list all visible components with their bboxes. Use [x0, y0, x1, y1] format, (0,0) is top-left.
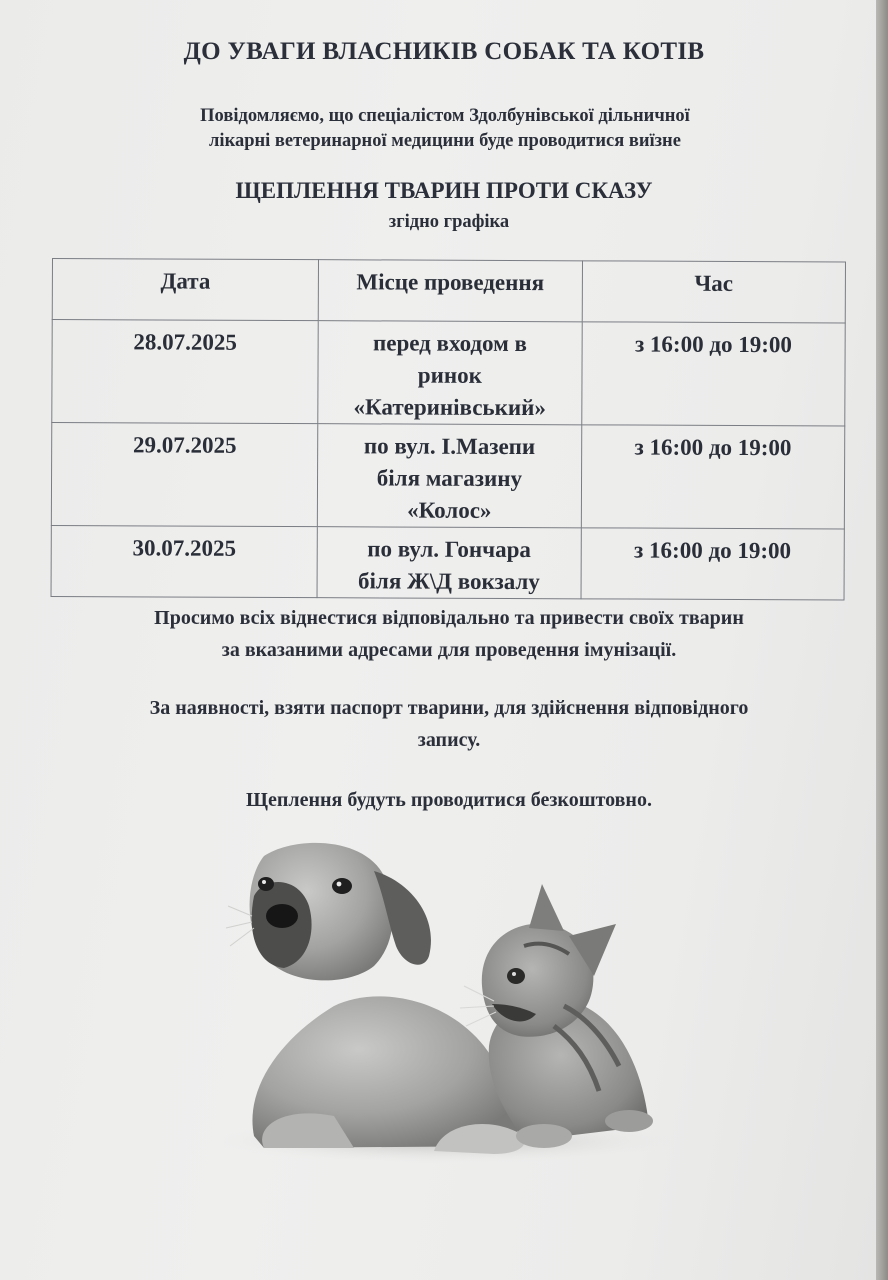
notice-title: ДО УВАГИ ВЛАСНИКІВ СОБАК ТА КОТІВ: [183, 38, 705, 65]
cell-time: з 16:00 до 19:00: [581, 425, 845, 529]
place-line: біля магазину: [376, 465, 523, 492]
cell-place: [317, 527, 581, 599]
intro-text: [100, 104, 790, 154]
free-of-charge-paragraph: Щеплення будуть проводитися безкоштовно.: [246, 789, 652, 811]
place-line: по вул. Гончара: [367, 536, 531, 563]
passport-line-1: За наявності, взяти паспорт тварини, для здійснення відповідного: [149, 697, 749, 719]
table-row: [52, 320, 845, 426]
schedule-table: [51, 258, 846, 600]
cell-time: з 16:00 до 19:00: [581, 528, 845, 600]
header-time: Час: [582, 261, 846, 323]
table-header-row: [52, 259, 845, 323]
vaccination-heading: ЩЕПЛЕННЯ ТВАРИН ПРОТИ СКАЗУ: [235, 178, 653, 203]
place-line: перед входом в: [372, 330, 528, 357]
intro-line-1: Повідомляємо, що спеціалістом Здолбунівської дільничної: [200, 106, 690, 126]
request-paragraph: [40, 602, 858, 666]
table-row: [51, 525, 844, 599]
cell-place: [318, 321, 582, 425]
passport-paragraph: [40, 692, 858, 756]
cell-date: 28.07.2025: [52, 320, 319, 424]
passport-line-2: запису.: [417, 729, 481, 751]
request-line-1: Просимо всіх віднестися відповідально та привести своїх тварин: [154, 607, 744, 629]
cell-date: 29.07.2025: [51, 423, 318, 527]
place-line: «Колос»: [407, 497, 492, 523]
cell-time: з 16:00 до 19:00: [581, 322, 845, 426]
puppy-and-kitten-photo: [224, 836, 674, 1166]
table-row: [51, 423, 844, 529]
sheet-edge: [876, 0, 888, 1280]
place-line: «Катеринівський»: [353, 394, 546, 421]
schedule-note: згідно графіка: [388, 212, 510, 232]
cell-date: 30.07.2025: [51, 525, 317, 597]
header-date: Дата: [52, 259, 318, 321]
cell-place: [317, 424, 581, 528]
place-line: біля Ж\Д вокзалу: [358, 568, 540, 595]
request-line-2: за вказаними адресами для проведення імунізації.: [221, 639, 677, 661]
place-line: по вул. І.Мазепи: [363, 433, 536, 460]
intro-line-2: лікарні ветеринарної медицини буде проводитися виїзне: [209, 131, 681, 151]
header-place: Місце проведення: [318, 260, 582, 322]
place-line: ринок: [417, 362, 482, 388]
